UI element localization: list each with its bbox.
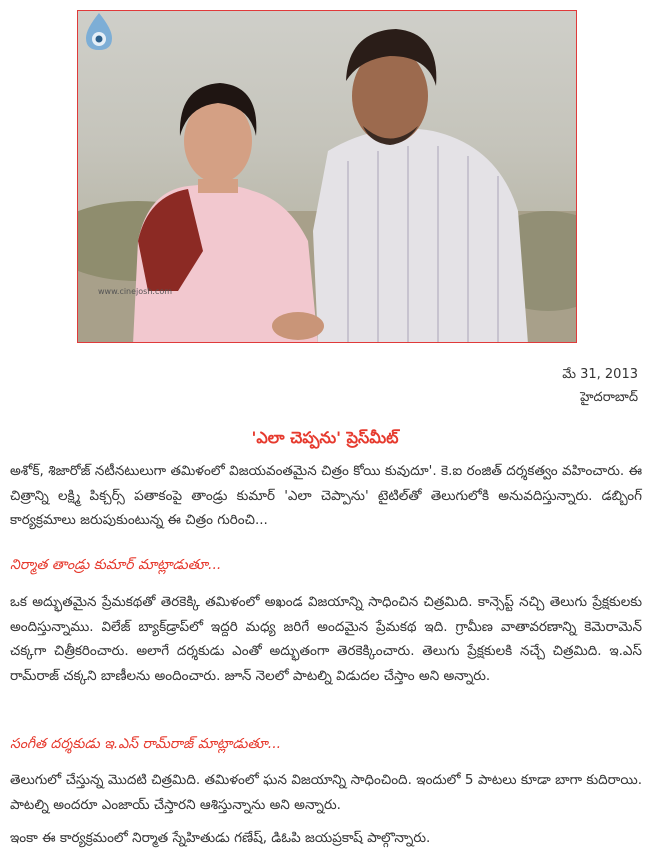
article-headline: 'ఎలా చెప్పను' ప్రెస్‌మీట్ (251, 428, 399, 447)
article-photo (77, 10, 577, 343)
photo-watermark: www.cinejosh.com (98, 287, 173, 296)
subheading-producer: నిర్మాత తాండ్రు కుమార్ మాట్లాడుతూ... (10, 557, 222, 573)
hands (272, 312, 324, 340)
article-paragraph-producer: ఒక అద్భుతమైన ప్రేమకథతో తెరకెక్కి తమిళంలో అఖండ విజయాన్ని సాధించిన చిత్రమిది. కాన్సెప్ట్ నచ్చి తెలుగు ప్రేక్షకులకు అందిస్తున్నాము. విలేజ్ బ్యాక్‌డ్రాప్‌లో ఇద్దరి మధ్య జరిగే అందమైన ప్రేమకథ ఇది. గ్రామీణ వాతావరణాన్ని కెమెరామెన్ చక్కగా చిత్రీకరించారు. అలాగే దర్శకుడు ఎంతో అద్భుతంగా తెరకెక్కించారు. తెలుగు ప్రేక్షకులకి నచ్చే చిత్రమిది. ఇ.ఎస్ రామ్‌రాజ్ చక్కని బాణీలను అందించారు. జూన్ నెలలో పాటల్ని విడుదల చేస్తాం అని అన్నారు. (10, 594, 642, 684)
article-city: హైదరాబాద్ (580, 390, 638, 405)
article-intro: అశోక్, శిజారోజ్ నటీనటులుగా తమిళంలో విజయవంతమైన చిత్రం కోయి కువుదూ'. కె.ఐ రంజిత్ దర్శకత్వం వహించారు. ఈ చిత్రాన్ని లక్ష్మి పిక్చర్స్ పతాకంపై తాండ్రు కుమార్ 'ఎలా చెప్పాను' టైటిల్‌తో తెలుగులోకి అనువదిస్తున్నారు. డబ్బింగ్ కార్యక్రమాలు జరుపుకుంటున్న ఈ చిత్రం గురించి... (10, 463, 642, 528)
subheading-music-director: సంగీత దర్శకుడు ఇ.ఎస్ రామ్‌రాజ్ మాట్లాడుతూ... (10, 736, 282, 752)
cinejosh-logo-icon (78, 11, 120, 53)
man-shirt (313, 129, 528, 344)
article-paragraph-attendees: ఇంకా ఈ కార్యక్రమంలో నిర్మాత స్నేహితుడు గణేష్, డిఓపి జయప్రకాష్ పాల్గొన్నారు. (10, 830, 431, 846)
article-paragraph-music-director: తెలుగులో చేస్తున్న మొదటి చిత్రమిది. తమిళంలో ఘన విజయాన్ని సాధించింది. ఇందులో 5 పాటలు కూడా బాగా కుదిరాయి. పాటల్ని అందరూ ఎంజాయ్ చేస్తారని ఆశిస్తున్నాను అని అన్నారు. (10, 772, 642, 813)
woman-neck (198, 179, 238, 193)
article-date: మే 31, 2013 (562, 367, 638, 382)
